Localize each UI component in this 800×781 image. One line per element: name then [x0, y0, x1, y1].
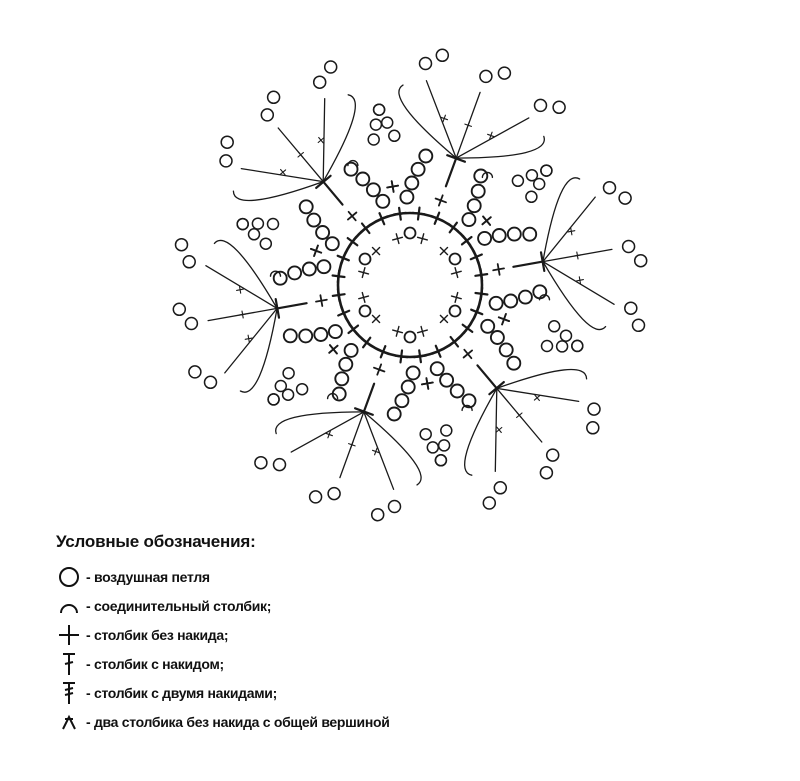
chain-stitch	[316, 226, 329, 239]
legend-text-chain: - воздушная петля	[86, 568, 210, 585]
chain-stitch	[314, 328, 327, 341]
chain-stitch	[402, 381, 415, 394]
chain-stitch	[335, 372, 348, 385]
chain-stitch	[376, 195, 389, 208]
chain-stitch	[493, 229, 506, 242]
chain-stitch	[268, 219, 279, 230]
chain-stitch	[541, 165, 552, 176]
legend-item-treble-crochet	[52, 678, 752, 707]
fan-mark	[574, 252, 581, 259]
inner-chain-stitch	[360, 254, 371, 265]
inner-single-crochet	[418, 327, 428, 337]
ring-single-crochet	[471, 306, 482, 317]
chain-stitch	[526, 170, 537, 181]
chain-stitch	[283, 368, 294, 379]
picot-chain-stitch	[535, 99, 547, 111]
ring-single-crochet	[450, 337, 460, 347]
single-crochet	[499, 314, 509, 324]
inner-single-crochet	[452, 293, 462, 303]
chain-stitch	[268, 394, 279, 405]
chain-stitch	[345, 344, 358, 357]
picot-chain-stitch	[189, 366, 201, 378]
ring-single-crochet	[394, 208, 406, 220]
arm-stem	[513, 262, 543, 267]
chain-stitch	[405, 177, 418, 190]
inner-single-crochet	[440, 248, 447, 255]
fan-treble-crochet	[241, 169, 323, 182]
single-crochet	[348, 212, 357, 221]
picot-chain-stitch	[604, 182, 616, 194]
chain-stitch	[504, 295, 517, 308]
double-crochet-icon	[52, 651, 86, 677]
picot-chain-stitch	[633, 319, 645, 331]
single-crochet	[482, 217, 490, 225]
picot-chain-stitch	[436, 49, 448, 61]
chain-icon	[52, 564, 86, 590]
legend-text-treble-crochet: - столбик с двумя накидами;	[86, 684, 277, 701]
picot-chain-stitch	[372, 509, 384, 521]
single-crochet	[387, 181, 398, 192]
chain-stitch	[368, 134, 379, 145]
picot-chain-stitch	[173, 303, 185, 315]
ring-single-crochet	[361, 224, 371, 234]
chain-stitch	[519, 291, 532, 304]
fan-treble-crochet	[543, 197, 595, 262]
fan-treble-crochet	[497, 388, 579, 401]
single-crochet	[316, 295, 327, 306]
picot-chain-stitch	[588, 403, 600, 415]
inner-chain-stitch	[405, 332, 416, 343]
picot-chain-stitch	[389, 501, 401, 513]
picot-chain-stitch	[261, 109, 273, 121]
ring-single-crochet	[413, 208, 425, 220]
single-crochet	[374, 364, 384, 374]
chain-stitch	[507, 357, 520, 370]
fan-arc	[465, 388, 497, 475]
chain-stitch	[420, 429, 431, 440]
inner-chain-stitch	[450, 254, 461, 265]
legend-title: Условные обозначения:	[56, 532, 256, 551]
chain-stitch	[474, 170, 487, 183]
chain-stitch	[249, 229, 260, 240]
fan-arc	[240, 308, 277, 392]
legend-text-single-crochet: - столбик без накида;	[86, 626, 229, 643]
chain-stitch	[472, 185, 485, 198]
chain-stitch	[299, 329, 312, 342]
fan-treble-crochet	[323, 99, 325, 182]
chain-stitch	[481, 320, 494, 333]
chain-stitch	[389, 130, 400, 141]
picot-chain-stitch	[420, 58, 432, 70]
chain-stitch	[329, 325, 342, 338]
ring-single-crochet	[462, 236, 472, 246]
chain-stitch	[382, 117, 393, 128]
arm-stem	[478, 365, 497, 388]
arm-stem	[277, 303, 307, 308]
arm-stem	[323, 182, 342, 205]
picot-chain-stitch	[268, 91, 280, 103]
legend-item-double-crochet	[52, 649, 752, 678]
inner-chain-stitch	[405, 228, 416, 239]
ring-single-crochet	[333, 270, 345, 282]
fan-treble-crochet	[364, 412, 394, 489]
single-crochet	[436, 195, 446, 205]
inner-single-crochet	[452, 268, 462, 278]
chain-stitch	[356, 173, 369, 186]
picot-chain-stitch	[255, 457, 267, 469]
arm-stem	[446, 158, 456, 186]
ring-single-crochet	[349, 325, 359, 335]
inner-single-crochet	[393, 234, 403, 244]
chain-stitch	[440, 374, 453, 387]
chain-stitch	[237, 219, 248, 230]
chain-stitch	[300, 200, 313, 213]
picot-chain-stitch	[625, 302, 637, 314]
chain-stitch	[561, 330, 572, 341]
chain-stitch	[395, 394, 408, 407]
ring-single-crochet	[431, 213, 442, 224]
chain-stitch	[431, 362, 444, 375]
chain-stitch	[400, 191, 413, 204]
treble-crochet-icon	[52, 680, 86, 706]
legend-text-sc2tog: - два столбика без накида с общей вершиной	[86, 713, 390, 730]
chain-stitch	[412, 163, 425, 176]
chain-stitch	[508, 228, 521, 241]
legend-item-slip-stitch	[52, 591, 752, 620]
fan-arc	[456, 136, 544, 158]
inner-single-crochet	[393, 327, 403, 337]
sc2tog-icon	[52, 709, 86, 735]
picot-chain-stitch	[540, 467, 552, 479]
ring-single-crochet	[348, 237, 358, 247]
chain-stitch	[419, 150, 432, 163]
ring-single-crochet	[414, 350, 426, 362]
ring-single-crochet	[475, 269, 487, 281]
chain-stitch	[407, 366, 420, 379]
chain-stitch	[367, 183, 380, 196]
inner-single-crochet	[440, 315, 447, 322]
chain-stitch	[326, 237, 339, 250]
ring-single-crochet	[376, 213, 387, 224]
single-crochet	[493, 264, 504, 275]
chain-stitch	[441, 425, 452, 436]
fan-arc	[364, 412, 421, 485]
chain-stitch	[557, 341, 568, 352]
fan-mark	[349, 442, 356, 449]
chain-stitch	[572, 340, 583, 351]
picot-chain-stitch	[183, 256, 195, 268]
legend	[52, 532, 752, 736]
chain-stitch	[288, 266, 301, 279]
picot-chain-stitch	[483, 497, 495, 509]
chain-stitch	[297, 384, 308, 395]
chain-stitch	[526, 191, 537, 202]
fan-arc	[543, 262, 606, 330]
chain-stitch	[427, 442, 438, 453]
inner-single-crochet	[373, 248, 380, 255]
picot-chain-stitch	[328, 488, 340, 500]
chain-stitch	[478, 232, 491, 245]
chain-stitch	[252, 218, 263, 229]
fan-mark	[298, 152, 303, 157]
picot-chain-stitch	[623, 241, 635, 253]
fan-treble-crochet	[495, 388, 497, 471]
legend-item-sc2tog	[52, 707, 752, 736]
picot-chain-stitch	[553, 101, 565, 113]
ring-single-crochet	[362, 338, 372, 348]
picot-chain-stitch	[498, 67, 510, 79]
chain-stitch	[542, 341, 553, 352]
ring-single-crochet	[378, 346, 389, 357]
chain-stitch	[345, 163, 358, 176]
inner-chain-stitch	[360, 306, 371, 317]
ring-single-crochet	[471, 251, 482, 262]
single-crochet	[464, 350, 473, 359]
fan-arc	[497, 370, 587, 389]
fan-mark	[239, 311, 246, 318]
legend-text-slip-stitch: - соединительный столбик;	[86, 597, 272, 614]
inner-single-crochet	[359, 293, 369, 303]
chain-stitch	[451, 385, 464, 398]
picot-chain-stitch	[185, 318, 197, 330]
fan-mark	[465, 122, 472, 129]
center-ring	[338, 213, 482, 357]
picot-chain-stitch	[619, 192, 631, 204]
fan-mark	[280, 170, 285, 175]
fan-treble-crochet	[426, 81, 456, 158]
chain-stitch	[284, 329, 297, 342]
single-crochet	[329, 345, 337, 353]
chain-stitch	[462, 213, 475, 226]
fan-mark	[534, 395, 539, 400]
inner-single-crochet	[418, 234, 428, 244]
chain-stitch	[260, 238, 271, 249]
picot-chain-stitch	[480, 70, 492, 82]
ring-single-crochet	[333, 289, 345, 301]
ring-single-crochet	[338, 253, 349, 264]
single-crochet	[422, 378, 433, 389]
fan-arc	[233, 182, 323, 201]
chain-stitch	[491, 331, 504, 344]
picot-chain-stitch	[205, 376, 217, 388]
chain-stitch	[523, 228, 536, 241]
legend-text-double-crochet: - столбик с накидом;	[86, 655, 224, 672]
chain-stitch	[307, 214, 320, 227]
picot-chain-stitch	[547, 449, 559, 461]
ring-single-crochet	[463, 324, 473, 334]
picot-chain-stitch	[635, 255, 647, 267]
picot-chain-stitch	[220, 155, 232, 167]
inner-single-crochet	[373, 315, 380, 322]
ring-single-crochet	[338, 308, 349, 319]
single-crochet-icon	[52, 622, 86, 648]
chain-stitch	[370, 119, 381, 130]
chain-stitch	[549, 321, 560, 332]
picot-chain-stitch	[176, 239, 188, 251]
inner-chain-stitch	[450, 306, 461, 317]
inner-single-crochet	[359, 268, 369, 278]
picot-chain-stitch	[314, 76, 326, 88]
chain-stitch	[388, 408, 401, 421]
chain-stitch	[283, 389, 294, 400]
legend-item-chain	[52, 562, 752, 591]
ring-single-crochet	[449, 223, 459, 233]
picot-chain-stitch	[325, 61, 337, 73]
chain-stitch	[439, 440, 450, 451]
fan-arc	[543, 178, 580, 262]
chain-stitch	[533, 285, 546, 298]
picot-chain-stitch	[587, 422, 599, 434]
chain-stitch	[339, 358, 352, 371]
ring-single-crochet	[433, 346, 444, 357]
chain-stitch	[500, 343, 513, 356]
fan-treble-crochet	[543, 262, 614, 305]
ring-single-crochet	[476, 288, 488, 300]
ring-single-crochet	[395, 351, 407, 363]
fan-mark	[517, 413, 522, 418]
fan-treble-crochet	[225, 308, 277, 373]
chain-stitch	[374, 104, 385, 115]
fan-mark	[496, 427, 501, 432]
chain-stitch	[303, 263, 316, 276]
fan-arc	[214, 240, 277, 308]
chain-stitch	[490, 297, 503, 310]
fan-treble-crochet	[291, 412, 364, 452]
chain-stitch	[512, 175, 523, 186]
chain-stitch	[468, 199, 481, 212]
chain-stitch	[317, 260, 330, 273]
fan-treble-crochet	[206, 266, 277, 309]
single-crochet	[311, 246, 321, 256]
fan-arc	[276, 412, 364, 434]
slip-stitch-icon	[52, 593, 86, 619]
picot-chain-stitch	[310, 491, 322, 503]
fan-mark	[318, 138, 323, 143]
picot-chain-stitch	[221, 136, 233, 148]
arm-stem	[364, 384, 374, 412]
fan-treble-crochet	[456, 118, 529, 158]
fan-arc	[323, 95, 355, 182]
chain-stitch	[435, 455, 446, 466]
picot-chain-stitch	[494, 482, 506, 494]
fan-arc	[399, 85, 456, 158]
legend-item-single-crochet	[52, 620, 752, 649]
picot-chain-stitch	[274, 459, 286, 471]
